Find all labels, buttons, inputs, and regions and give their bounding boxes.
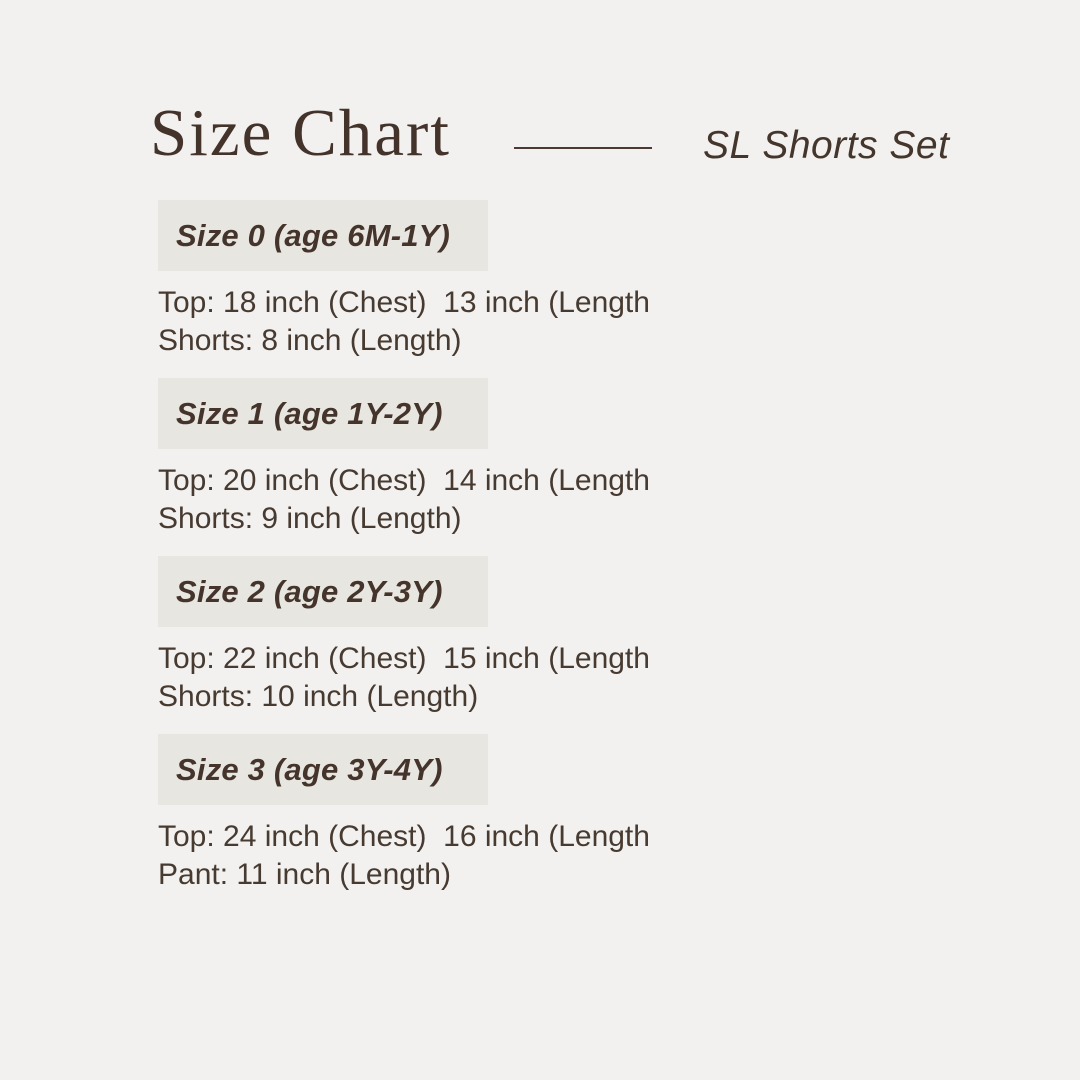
size-measurements <box>158 818 918 894</box>
measurement-line-bottom: Shorts: 8 inch (Length) <box>158 324 462 357</box>
size-label: Size 1 (age 1Y-2Y) <box>176 395 443 431</box>
measurement-line-bottom: Pant: 11 inch (Length) <box>158 858 451 891</box>
size-measurements <box>158 640 918 716</box>
size-section-3 <box>158 734 918 894</box>
measurement-line-top: Top: 20 inch (Chest) 14 inch (Length <box>158 464 650 497</box>
size-section-1 <box>158 378 918 538</box>
measurement-line-top: Top: 24 inch (Chest) 16 inch (Length <box>158 820 650 853</box>
product-name: SL Shorts Set <box>703 124 950 167</box>
size-label: Size 3 (age 3Y-4Y) <box>176 751 443 787</box>
measurement-line-bottom: Shorts: 9 inch (Length) <box>158 502 462 535</box>
size-label-box <box>158 734 488 805</box>
measurement-line-top: Top: 18 inch (Chest) 13 inch (Length <box>158 286 650 319</box>
size-section-2 <box>158 556 918 716</box>
size-measurements <box>158 462 918 538</box>
size-measurements <box>158 284 918 360</box>
measurement-line-bottom: Shorts: 10 inch (Length) <box>158 680 479 713</box>
size-label: Size 0 (age 6M-1Y) <box>176 217 451 253</box>
size-section-0 <box>158 200 918 360</box>
size-label-box <box>158 556 488 627</box>
title-divider-line <box>514 147 652 149</box>
size-label-box <box>158 378 488 449</box>
measurement-line-top: Top: 22 inch (Chest) 15 inch (Length <box>158 642 650 675</box>
page-title: Size Chart <box>150 96 451 170</box>
size-label: Size 2 (age 2Y-3Y) <box>176 573 443 609</box>
size-label-box <box>158 200 488 271</box>
